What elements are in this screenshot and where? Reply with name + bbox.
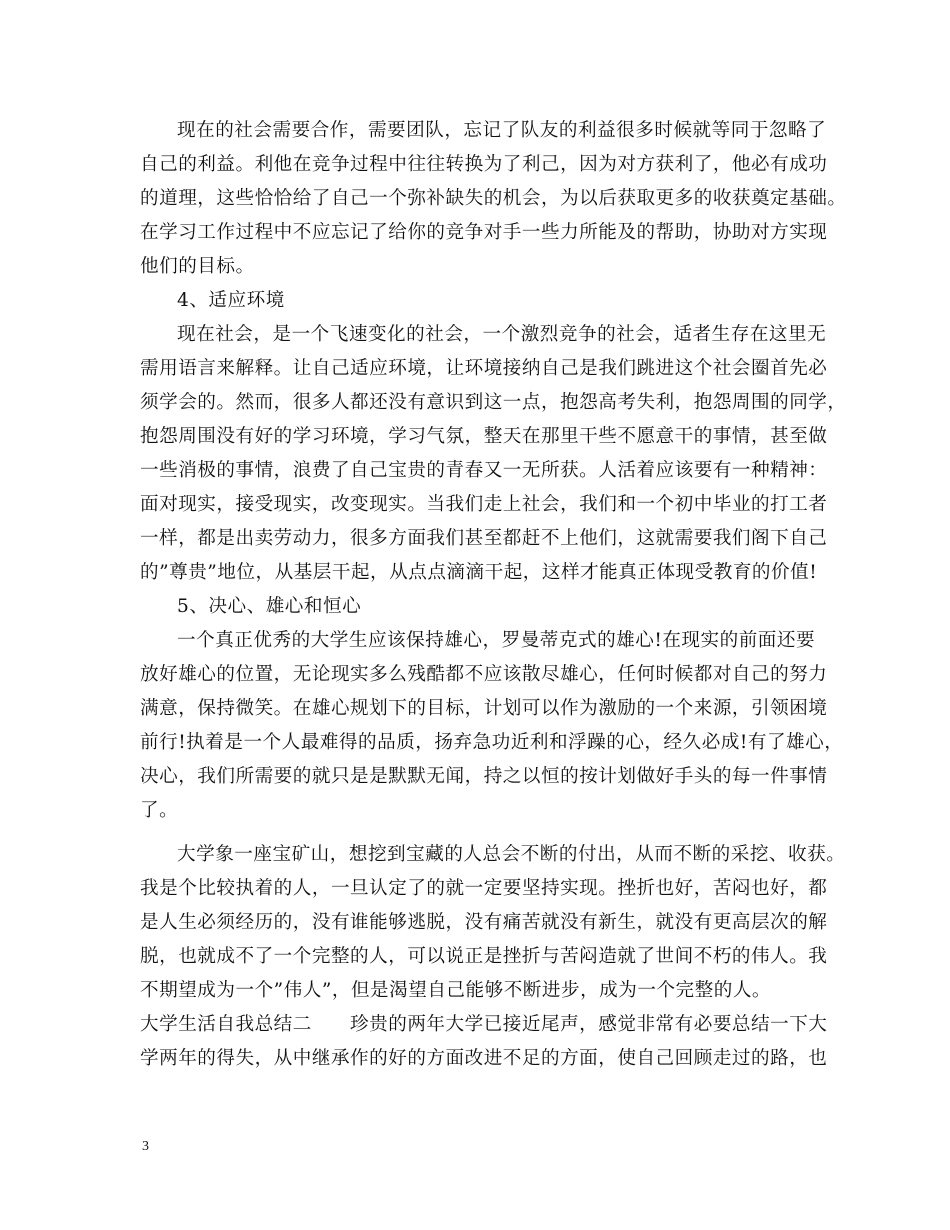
text-line: 一些消极的事情，浪费了自己宝贵的青春又一无所获。人活着应该要有一种精神： xyxy=(140,460,828,481)
text-line: 自己的利益。利他在竞争过程中往往转换为了利己，因为对方获利了，他必有成功 xyxy=(140,154,828,175)
text-line: 现在的社会需要合作，需要团队，忘记了队友的利益很多时候就等同于忽略了 xyxy=(177,120,827,141)
section-heading: 4、适应环境 xyxy=(177,290,285,311)
text-line: 他们的目标。 xyxy=(140,256,255,277)
text-line: 了。 xyxy=(140,800,179,821)
text-line: 的道理，这些恰恰给了自己一个弥补缺失的机会，为以后获取更多的收获奠定基础。 xyxy=(140,188,847,209)
text-line: 抱怨周围没有好的学习环境，学习气氛，整天在那里干些不愿意干的事情，甚至做 xyxy=(140,426,828,447)
text-line: 是人生必须经历的，没有谁能够逃脱，没有痛苦就没有新生，就没有更高层次的解 xyxy=(140,912,828,933)
text-line: 前行!执着是一个人最难得的品质，扬弃急功近利和浮躁的心，经久必成!有了雄心， xyxy=(140,732,844,753)
text-line: 现在社会，是一个飞速变化的社会，一个激烈竞争的社会，适者生存在这里无 xyxy=(177,324,827,345)
text-line: 脱，也就成不了一个完整的人，可以说正是挫折与苦闷造就了世间不朽的伟人。我 xyxy=(140,946,828,967)
text-line: 一样，都是出卖劳动力，很多方面我们甚至都赶不上他们，这就需要我们阁下自己 xyxy=(140,528,828,549)
text-line: 须学会的。然而，很多人都还没有意识到这一点，抱怨高考失利，抱怨周围的同学， xyxy=(140,392,847,413)
text-line: 决心，我们所需要的就只是是默默无闻，持之以恒的按计划做好手头的每一件事情 xyxy=(140,766,828,787)
text-line: 放好雄心的位置，无论现实多么残酷都不应该散尽雄心，任何时候都对自己的努力 xyxy=(140,664,828,685)
text-line: 大学象一座宝矿山，想挖到宝藏的人总会不断的付出，从而不断的采挖、收获。 xyxy=(177,844,846,865)
section-heading: 5、决心、雄心和恒心 xyxy=(177,596,362,617)
text-line: 满意，保持微笑。在雄心规划下的目标，计划可以作为激励的一个来源，引领困境 xyxy=(140,698,828,719)
text-line: 面对现实，接受现实，改变现实。当我们走上社会，我们和一个初中毕业的打工者 xyxy=(140,494,828,515)
text-line: 一个真正优秀的大学生应该保持雄心，罗曼蒂克式的雄心!在现实的前面还要 xyxy=(177,630,816,651)
page-number: 3 xyxy=(142,1139,149,1154)
text-line: 我是个比较执着的人，一旦认定了的就一定要坚持实现。挫折也好，苦闷也好，都 xyxy=(140,878,828,899)
text-line: 不期望成为一个”伟人”，但是渴望自己能够不断进步，成为一个完整的人。 xyxy=(140,980,772,1001)
text-line: 需用语言来解释。让自己适应环境，让环境接纳自己是我们跳进这个社会圈首先必 xyxy=(140,358,828,379)
text-line: 在学习工作过程中不应忘记了给你的竞争对手一些力所能及的帮助，协助对方实现 xyxy=(140,222,828,243)
text-line: 大学生活自我总结二 珍贵的两年大学已接近尾声，感觉非常有必要总结一下大 xyxy=(140,1014,828,1035)
text-line: 学两年的得失，从中继承作的好的方面改进不足的方面，使自己回顾走过的路，也 xyxy=(140,1048,828,1069)
text-line: 的”尊贵”地位，从基层干起，从点点滴滴干起，这样才能真正体现受教育的价值! xyxy=(140,562,818,583)
